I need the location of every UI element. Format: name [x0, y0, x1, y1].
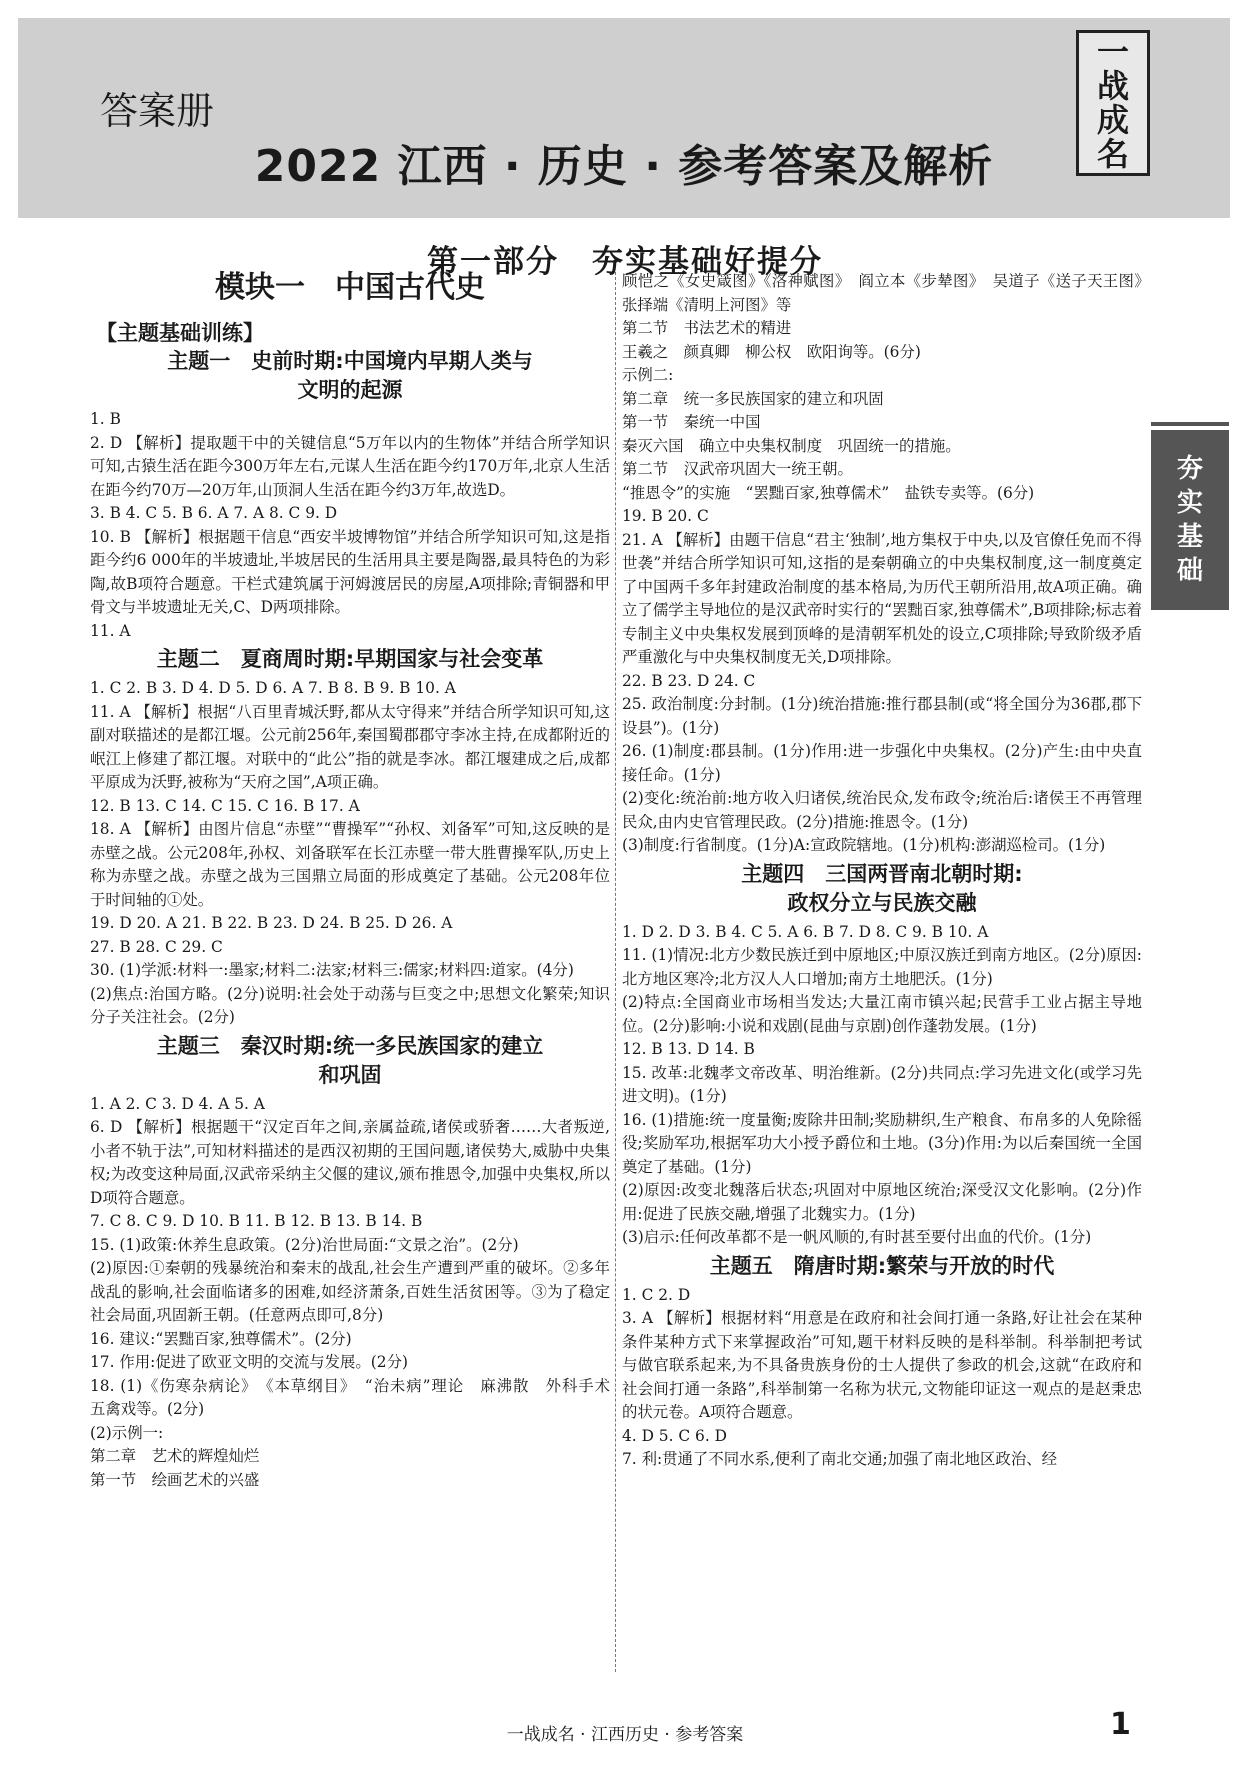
seal-char: 成 [1096, 101, 1129, 139]
side-tab-char: 础 [1176, 556, 1203, 586]
answer-line: 1. C 2. B 3. D 4. D 5. D 6. A 7. B 8. B 9. B 10. A [90, 679, 456, 697]
answer-block [90, 677, 610, 1030]
answer-line: (2)原因:①秦朝的残暴统治和秦末的战乱,社会生产遭到严重的破坏。②多年战乱的影响,社会面临诸多的困难,如经济萧条,百姓生活贫困等。③为了稳定社会局面,巩固新王朝。(任意两点即可,8分) [90, 1259, 610, 1324]
part-title: 第一部分 夯实基础好提分 [427, 244, 823, 280]
answer-line: 26. (1)制度:郡县制。(1分)作用:进一步强化中央集权。(2分)产生:由中央直接任命。(1分) [622, 742, 1142, 784]
answer-line: 11. A 【解析】根据“八百里青城沃野,都从太守得来”并结合所学知识可知,这副对联描述的是都江堰。公元前256年,秦国蜀郡郡守李冰主持,在成都附近的岷江上修建了都江堰。对联中的“此公”指的就是李冰。都江堰建成之后,成都平原成为沃野,被称为“天府之国”,A项正确。 [90, 702, 610, 791]
seal-char: 战 [1096, 67, 1129, 105]
answer-line: (3)制度:行省制度。(1分)A:宣政院辖地。(1分)机构:澎湖巡检司。(1分) [622, 836, 1106, 854]
side-tab-char: 夯 [1176, 454, 1203, 484]
answer-line: 19. B 20. C [622, 507, 709, 525]
answer-line: 1. D 2. D 3. B 4. C 5. A 6. B 7. D 8. C 9. B 10. A [622, 922, 989, 941]
answer-line: 16. 建议:“罢黜百家,独尊儒术”。(2分) [90, 1329, 352, 1348]
side-tab [1151, 430, 1229, 610]
answer-line: 15. (1)政策:休养生息政策。(2分)治世局面:“文景之治”。(2分) [90, 1235, 519, 1254]
answer-line: 1. A 2. C 3. D 4. A 5. A [90, 1094, 265, 1113]
answer-block [90, 408, 610, 643]
topic-heading-line: 主题一 史前时期:中国境内早期人类与 [167, 349, 533, 373]
answer-line: (2)特点:全国商业市场相当发达;大量江南市镇兴起;民营手工业占据主导地位。(2分)影响:小说和戏剧(昆曲与京剧)创作蓬勃发展。(1分) [622, 993, 1142, 1035]
seal-char: 一 [1096, 33, 1129, 71]
page-number: 1 [1110, 1707, 1131, 1742]
topic-heading-line: 和巩固 [318, 1062, 382, 1087]
topic-heading-line: 文明的起源 [297, 378, 403, 402]
topic-heading-line: 主题二 夏商周时期:早期国家与社会变革 [156, 647, 544, 671]
answer-line: 秦灭六国 确立中央集权制度 巩固统一的措施。 [622, 436, 961, 455]
page-title: 2022 江西 · 历史 · 参考答案及解析 [254, 141, 994, 192]
answer-line: 11. (1)情况:北方少数民族迁到中原地区;中原汉族迁到南方地区。(2分)原因:北方地区寒冷;北方汉人人口增加;南方土地肥沃。(1分) [622, 946, 1142, 988]
answer-line: (2)示例一: [90, 1423, 164, 1442]
footer-text: 一战成名 · 江西历史 · 参考答案 [506, 1725, 744, 1745]
right-column [622, 270, 1158, 1472]
answer-block [622, 921, 1142, 1250]
module-title: 模块一 中国古代史 [215, 270, 485, 305]
answer-line: 第一节 绘画艺术的兴盛 [90, 1470, 260, 1489]
answer-line: 21. A 【解析】由题干信息“君主‘独制’,地方集权于中央,以及官僚任免而不得世袭”并结合所学知识可知,这指的是秦朝确立的中央集权制度,这一制度奠定了中国两千多年封建政治制度的基本格局,为历代王朝所沿用,故A项正确。确立了儒学主导地位的是汉武帝时实行的“罢黜百家,独尊儒术”,B项排除;标志着专制主义中央集权发展到顶峰的是清朝军机处的设立,C项排除;导致阶级矛盾严重激化与中央集权制度无关,D项排除。 [622, 530, 1142, 666]
topic-heading-line: 政权分立与民族交融 [787, 890, 977, 915]
header-banner [18, 18, 1230, 218]
answer-line: 12. B 13. C 14. C 15. C 16. B 17. A [90, 796, 360, 815]
answer-line: (2)原因:改变北魏落后状态;巩固对中原地区统治;深受汉文化影响。(2分)作用:促进了民族交融,增强了北魏实力。(1分) [622, 1181, 1142, 1223]
answer-line: 17. 作用:促进了欧亚文明的交流与发展。(2分) [90, 1353, 408, 1371]
answer-line: 27. B 28. C 29. C [90, 937, 223, 956]
seal-char: 名 [1096, 135, 1129, 173]
answer-line: 16. (1)措施:统一度量衡;废除井田制;奖励耕织,生产粮食、布帛多的人免除徭役;奖励军功,根据军功大小授予爵位和土地。(3分)作用:为以后秦国统一全国奠定了基础。(1分) [622, 1110, 1142, 1176]
topic-heading [90, 347, 610, 405]
answer-line: 22. B 23. D 24. C [622, 671, 756, 690]
answer-line: 10. B 【解析】根据题干信息“西安半坡博物馆”并结合所学知识可知,这是指距今约6 000年的半坡遗址,半坡居民的生活用具主要是陶器,最具特色的为彩陶,故B项符合题意。干栏式建筑属于河姆渡居民的房屋,A项排除;青铜器和甲骨文与半坡遗址无关,C、D两项排除。 [90, 527, 610, 616]
answer-block [622, 1284, 1142, 1472]
topic-heading [622, 860, 1142, 918]
answer-line: 第二章 统一多民族国家的建立和巩固 [622, 389, 884, 408]
answer-line: 2. D 【解析】提取题干中的关键信息“5万年以内的生物体”并结合所学知识可知,古猿生活在距今300万年左右,元谋人生活在距今约170万年,北京人生活在距今约70万—20万年,山顶洞人生活在距今约3万年,故选D。 [90, 433, 610, 499]
answer-line: 15. 改革:北魏孝文帝改革、明治维新。(2分)共同点:学习先进文化(或学习先进文明)。(1分) [622, 1063, 1142, 1105]
answer-line: 1. C 2. D [622, 1285, 691, 1304]
topic-heading [90, 1032, 610, 1090]
section-label: 【主题基础训练】 [96, 320, 264, 345]
answer-line: 6. D 【解析】根据题干“汉定百年之间,亲属益疏,诸侯或骄奢……大者叛逆,小者不轨于法”,可知材料描述的是西汉初期的王国问题,诸侯势大,威胁中央集权;为改变这种局面,汉武帝采纳主父偃的建议,颁布推恩令,加强中央集权,所以D项符合题意。 [90, 1118, 610, 1207]
side-tab-char: 实 [1176, 488, 1203, 518]
answer-book-label: 答案册 [100, 89, 215, 133]
answer-block [622, 270, 1158, 858]
answer-line: 3. B 4. C 5. B 6. A 7. A 8. C 9. D [90, 504, 338, 522]
answer-line: 18. A 【解析】由图片信息“赤壁”“曹操军”“孙权、刘备军”可知,这反映的是赤壁之战。公元208年,孙权、刘备联军在长江赤壁一带大胜曹操军队,历史上称为赤壁之战。赤壁之战为三国鼎立局面的形成奠定了基础。公元208年位于时间轴的①处。 [90, 820, 610, 909]
answer-line: 王羲之 颜真卿 柳公权 欧阳询等。(6分) [622, 342, 921, 361]
answer-line: “推恩令”的实施 “罢黜百家,独尊儒术” 盐铁专卖等。(6分) [622, 483, 1035, 502]
answer-line: 顾恺之《女史箴图》《洛神赋图》 阎立本《步辇图》 吴道子《送子天王图》 张择端《清明上河图》等 [622, 272, 1158, 314]
answer-line: 7. 利:贯通了不同水系,便利了南北交通;加强了南北地区政治、经 [622, 1450, 1057, 1468]
answer-line: 第二章 艺术的辉煌灿烂 [90, 1447, 260, 1465]
answer-line: 1. B [90, 410, 121, 428]
answer-line: 18. (1)《伤寒杂病论》 《本草纲目》 “治未病”理论 麻沸散 外科手术 五禽戏等。(2分) [90, 1376, 626, 1418]
answer-line: 19. D 20. A 21. B 22. B 23. D 24. B 25. D 26. A [90, 914, 453, 932]
answer-line: 第一节 秦统一中国 [622, 413, 761, 431]
answer-line: 25. 政治制度:分封制。(1分)统治措施:推行郡县制(或“将全国分为36郡,郡下设县”)。(1分) [622, 695, 1142, 737]
answer-line: 11. A [90, 621, 131, 640]
column-divider [615, 272, 616, 1672]
answer-line: 7. C 8. C 9. D 10. B 11. B 12. B 13. B 14. B [90, 1212, 423, 1230]
answer-line: 30. (1)学派:材料一:墨家;材料二:法家;材料三:儒家;材料四:道家。(4分) [90, 961, 574, 979]
answer-line: (2)焦点:治国方略。(2分)说明:社会处于动荡与巨变之中;思想文化繁荣;知识分子关注社会。(2分) [90, 984, 610, 1026]
brand-seal-logo [1076, 30, 1150, 176]
side-tab-bar [1151, 422, 1229, 426]
answer-line: 12. B 13. D 14. B [622, 1040, 755, 1058]
topic-heading [622, 1252, 1142, 1281]
answer-block [90, 1093, 626, 1493]
left-column [90, 270, 626, 1492]
answer-line: 第二节 汉武帝巩固大一统王朝。 [622, 460, 853, 478]
side-tab-char: 基 [1176, 522, 1203, 552]
answer-line: (2)变化:统治前:地方收入归诸侯,统治民众,发布政令;统治后:诸侯王不再管理民众,由内史官管理民政。(2分)措施:推恩令。(1分) [622, 789, 1142, 831]
topic-heading-line: 主题三 秦汉时期:统一多民族国家的建立 [156, 1033, 544, 1058]
topic-heading [90, 645, 610, 674]
answer-line: 4. D 5. C 6. D [622, 1426, 727, 1445]
topic-heading-line: 主题五 隋唐时期:繁荣与开放的时代 [709, 1253, 1055, 1278]
answer-line: (3)启示:任何改革都不是一帆风顺的,有时甚至要付出血的代价。(1分) [622, 1228, 1092, 1246]
answer-line: 示例二: [622, 366, 674, 384]
topic-heading-line: 主题四 三国两晋南北朝时期: [741, 861, 1023, 886]
answer-line: 3. A 【解析】根据材料“用意是在政府和社会间打通一条路,好让社会在某种条件某种方式下来掌握政治”可知,题干材料反映的是科举制。科举制把考试与做官联系起来,为不具备贵族身份的士人提供了参政的机会,这就“在政府和社会间打通一条路”,科举制第一名称为状元,文物能印证这一观点的是赵秉忠的状元卷。A项符合题意。 [622, 1309, 1142, 1421]
answer-line: 第二节 书法艺术的精进 [622, 319, 792, 337]
